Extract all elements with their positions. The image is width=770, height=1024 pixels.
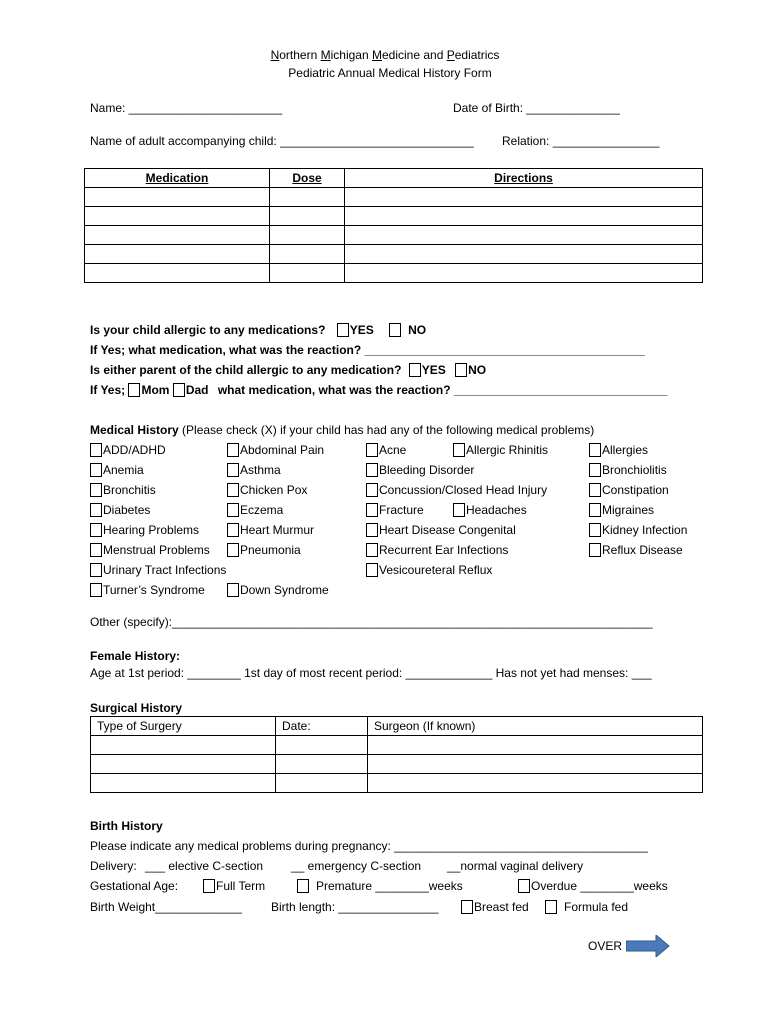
full-term-option bbox=[203, 878, 265, 894]
dose-cell[interactable] bbox=[270, 264, 345, 283]
condition-checkbox[interactable] bbox=[589, 543, 601, 557]
medication-cell[interactable] bbox=[85, 245, 270, 264]
condition-label: Migraines bbox=[602, 503, 655, 517]
condition-label: Allergies bbox=[602, 443, 649, 457]
form-title: Pediatric Annual Medical History Form bbox=[288, 66, 492, 80]
condition-checkbox[interactable] bbox=[227, 543, 239, 557]
parent-allergy-text: Is either parent of the child allergic to any medication? bbox=[90, 363, 402, 377]
condition-item bbox=[589, 542, 683, 558]
table-row[interactable] bbox=[85, 207, 703, 226]
surgeon-cell[interactable] bbox=[368, 774, 703, 793]
condition-checkbox[interactable] bbox=[90, 443, 102, 457]
dose-cell[interactable] bbox=[270, 207, 345, 226]
overdue-option bbox=[518, 878, 668, 894]
parent-reaction-field[interactable]: what medication, what was the reaction? ________________________________ bbox=[217, 383, 668, 397]
gestational-age-label: Gestational Age: bbox=[90, 879, 179, 893]
condition-item bbox=[366, 442, 406, 458]
mom-checkbox[interactable] bbox=[128, 383, 140, 397]
female-history-fields[interactable]: Age at 1st period: ________ 1st day of most recent period: _____________ Has not yet had menses: ___ bbox=[90, 666, 652, 680]
dad-label: Dad bbox=[185, 383, 209, 397]
condition-label: Urinary Tract Infections bbox=[103, 563, 227, 577]
yes-label: YES bbox=[421, 363, 446, 377]
table-row[interactable] bbox=[85, 264, 703, 283]
condition-label: Kidney Infection bbox=[602, 523, 688, 537]
condition-checkbox[interactable] bbox=[366, 563, 378, 577]
condition-item bbox=[227, 462, 281, 478]
mom-label: Mom bbox=[141, 383, 170, 397]
right-arrow-icon bbox=[626, 935, 670, 961]
allergy-question bbox=[90, 322, 426, 338]
table-header-row bbox=[85, 169, 703, 188]
medication-cell[interactable] bbox=[85, 188, 270, 207]
surgery-type-cell[interactable] bbox=[91, 774, 276, 793]
dad-checkbox[interactable] bbox=[173, 383, 185, 397]
name-field[interactable]: Name: _______________________ bbox=[90, 101, 283, 115]
formula-fed-option bbox=[545, 899, 628, 915]
table-header-row bbox=[91, 717, 703, 736]
condition-checkbox[interactable] bbox=[366, 543, 378, 557]
table-row[interactable] bbox=[91, 774, 703, 793]
condition-item bbox=[90, 562, 226, 578]
breast-fed-label: Breast fed bbox=[474, 900, 529, 914]
condition-checkbox[interactable] bbox=[589, 503, 601, 517]
condition-label: Bleeding Disorder bbox=[379, 463, 475, 477]
dose-cell[interactable] bbox=[270, 188, 345, 207]
condition-label: Fracture bbox=[379, 503, 424, 517]
condition-checkbox[interactable] bbox=[90, 463, 102, 477]
right-arrow-svg bbox=[626, 935, 670, 957]
overdue-checkbox[interactable] bbox=[518, 879, 530, 893]
surgery-date-cell[interactable] bbox=[276, 736, 368, 755]
clinic-word: edicine and bbox=[381, 48, 447, 62]
directions-header: Directions bbox=[345, 169, 703, 188]
medical-history-title: Medical History bbox=[90, 423, 179, 437]
table-row[interactable] bbox=[85, 245, 703, 264]
yes-label: YES bbox=[349, 323, 374, 337]
medication-cell[interactable] bbox=[85, 226, 270, 245]
condition-label: Headaches bbox=[466, 503, 527, 517]
condition-item bbox=[227, 582, 329, 598]
condition-item bbox=[90, 522, 199, 538]
pregnancy-problems-field[interactable]: Please indicate any medical problems during pregnancy: ______________________________________ bbox=[90, 839, 648, 853]
condition-label: Heart Disease Congenital bbox=[379, 523, 516, 537]
clinic-word: ediatrics bbox=[454, 48, 500, 62]
condition-label: Recurrent Ear Infections bbox=[379, 543, 509, 557]
birth-length-field[interactable]: Birth length: _______________ bbox=[271, 900, 439, 914]
condition-checkbox[interactable] bbox=[90, 503, 102, 517]
condition-checkbox[interactable] bbox=[90, 563, 102, 577]
condition-label: Chicken Pox bbox=[240, 483, 308, 497]
surgeon-header: Surgeon (If known) bbox=[368, 717, 703, 736]
surgery-type-cell[interactable] bbox=[91, 736, 276, 755]
clinic-initial: N bbox=[270, 48, 280, 62]
allergy-question-text: Is your child allergic to any medications? bbox=[90, 323, 326, 337]
condition-item bbox=[227, 542, 301, 558]
condition-label: Hearing Problems bbox=[103, 523, 200, 537]
dob-field[interactable]: Date of Birth: ______________ bbox=[453, 101, 620, 115]
condition-checkbox[interactable] bbox=[366, 443, 378, 457]
full-term-label: Full Term bbox=[216, 879, 266, 893]
condition-label: Constipation bbox=[602, 483, 669, 497]
breast-fed-checkbox[interactable] bbox=[461, 900, 473, 914]
condition-item bbox=[227, 482, 307, 498]
directions-cell[interactable] bbox=[345, 207, 703, 226]
condition-item bbox=[366, 542, 508, 558]
condition-item bbox=[453, 442, 548, 458]
condition-checkbox[interactable] bbox=[453, 443, 465, 457]
condition-label: Reflux Disease bbox=[602, 543, 683, 557]
condition-item bbox=[366, 482, 547, 498]
condition-checkbox[interactable] bbox=[366, 523, 378, 537]
condition-label: Eczema bbox=[240, 503, 284, 517]
condition-checkbox[interactable] bbox=[453, 503, 465, 517]
emergency-csection-field[interactable]: __ emergency C-section bbox=[291, 859, 422, 873]
condition-label: Asthma bbox=[240, 463, 281, 477]
full-term-checkbox[interactable] bbox=[203, 879, 215, 893]
surgeon-cell[interactable] bbox=[368, 755, 703, 774]
condition-label: Bronchitis bbox=[103, 483, 156, 497]
directions-cell[interactable] bbox=[345, 264, 703, 283]
overdue-field[interactable]: Overdue ________weeks bbox=[531, 879, 668, 893]
condition-item bbox=[90, 442, 166, 458]
vaginal-delivery-field[interactable]: __normal vaginal delivery bbox=[447, 859, 584, 873]
clinic-initial: M bbox=[320, 48, 331, 62]
surgical-history-title: Surgical History bbox=[90, 701, 183, 715]
parent-no-checkbox[interactable] bbox=[455, 363, 467, 377]
condition-label: Turner’s Syndrome bbox=[103, 583, 205, 597]
directions-cell[interactable] bbox=[345, 226, 703, 245]
premature-option bbox=[297, 878, 463, 894]
no-label: NO bbox=[408, 323, 427, 337]
surgery-type-cell[interactable] bbox=[91, 755, 276, 774]
if-yes-label: If Yes; bbox=[90, 383, 126, 397]
surgery-type-header: Type of Surgery bbox=[91, 717, 276, 736]
medication-cell[interactable] bbox=[85, 264, 270, 283]
condition-item bbox=[589, 502, 654, 518]
condition-label: ADD/ADHD bbox=[103, 443, 166, 457]
condition-label: Vesicoureteral Reflux bbox=[379, 563, 493, 577]
condition-item bbox=[90, 542, 210, 558]
condition-item bbox=[589, 522, 687, 538]
parent-allergy-question bbox=[90, 362, 486, 378]
birth-history-title: Birth History bbox=[90, 819, 163, 833]
medication-table bbox=[84, 168, 703, 283]
formula-fed-checkbox[interactable] bbox=[545, 900, 557, 914]
clinic-word: orthern bbox=[279, 48, 321, 62]
condition-item bbox=[227, 502, 283, 518]
condition-checkbox[interactable] bbox=[589, 523, 601, 537]
condition-label: Down Syndrome bbox=[240, 583, 329, 597]
condition-label: Allergic Rhinitis bbox=[466, 443, 549, 457]
premature-checkbox[interactable] bbox=[297, 879, 309, 893]
condition-item bbox=[366, 502, 424, 518]
condition-item bbox=[90, 462, 144, 478]
condition-checkbox[interactable] bbox=[227, 443, 239, 457]
condition-checkbox[interactable] bbox=[227, 583, 239, 597]
condition-item bbox=[589, 462, 667, 478]
delivery-label: Delivery: bbox=[90, 859, 137, 873]
premature-field[interactable]: Premature ________weeks bbox=[316, 879, 463, 893]
condition-checkbox[interactable] bbox=[366, 463, 378, 477]
dose-header: Dose bbox=[270, 169, 345, 188]
medical-history-instructions: (Please check (X) if your child has had any of the following medical problems) bbox=[182, 423, 595, 437]
parent-yes-checkbox[interactable] bbox=[409, 363, 421, 377]
no-label: NO bbox=[468, 363, 487, 377]
allergy-reaction-field[interactable]: If Yes; what medication, what was the reaction? __________________________________________ bbox=[90, 343, 645, 357]
condition-item bbox=[227, 442, 324, 458]
condition-checkbox[interactable] bbox=[589, 483, 601, 497]
condition-label: Diabetes bbox=[103, 503, 151, 517]
condition-item bbox=[453, 502, 527, 518]
condition-checkbox[interactable] bbox=[589, 443, 601, 457]
table-row[interactable] bbox=[91, 736, 703, 755]
condition-checkbox[interactable] bbox=[90, 523, 102, 537]
condition-item bbox=[589, 442, 648, 458]
relation-field[interactable]: Relation: ________________ bbox=[502, 134, 660, 148]
condition-item bbox=[90, 482, 156, 498]
condition-checkbox[interactable] bbox=[227, 523, 239, 537]
medication-cell[interactable] bbox=[85, 207, 270, 226]
surgery-date-cell[interactable] bbox=[276, 774, 368, 793]
condition-label: Pneumonia bbox=[240, 543, 301, 557]
parent-reaction-line bbox=[90, 382, 667, 398]
formula-fed-label: Formula fed bbox=[564, 900, 629, 914]
condition-item bbox=[366, 562, 492, 578]
condition-item bbox=[90, 502, 150, 518]
condition-checkbox[interactable] bbox=[366, 503, 378, 517]
condition-item bbox=[90, 582, 205, 598]
condition-label: Bronchiolitis bbox=[602, 463, 667, 477]
birth-weight-field[interactable]: Birth Weight_____________ bbox=[90, 900, 242, 914]
condition-label: Anemia bbox=[103, 463, 144, 477]
condition-label: Menstrual Problems bbox=[103, 543, 210, 557]
surgeon-cell[interactable] bbox=[368, 736, 703, 755]
condition-checkbox[interactable] bbox=[90, 483, 102, 497]
other-specify-field[interactable]: Other (specify):________________________________________________________________________ bbox=[90, 615, 653, 629]
surgery-date-header: Date: bbox=[276, 717, 368, 736]
allergy-no-checkbox[interactable] bbox=[389, 323, 401, 337]
condition-item bbox=[227, 522, 314, 538]
condition-checkbox[interactable] bbox=[589, 463, 601, 477]
allergy-yes-checkbox[interactable] bbox=[337, 323, 349, 337]
breast-fed-option bbox=[461, 899, 529, 915]
condition-label: Heart Murmur bbox=[240, 523, 315, 537]
condition-label: Concussion/Closed Head Injury bbox=[379, 483, 548, 497]
condition-checkbox[interactable] bbox=[227, 503, 239, 517]
condition-checkbox[interactable] bbox=[227, 463, 239, 477]
condition-item bbox=[366, 522, 516, 538]
clinic-initial: M bbox=[371, 48, 382, 62]
dose-cell[interactable] bbox=[270, 245, 345, 264]
directions-cell[interactable] bbox=[345, 245, 703, 264]
condition-label: Acne bbox=[379, 443, 407, 457]
adult-name-field[interactable]: Name of adult accompanying child: _____________________________ bbox=[90, 134, 474, 148]
condition-checkbox[interactable] bbox=[227, 483, 239, 497]
medical-history-heading bbox=[90, 422, 594, 438]
condition-checkbox[interactable] bbox=[366, 483, 378, 497]
condition-item bbox=[366, 462, 474, 478]
medication-header: Medication bbox=[85, 169, 270, 188]
table-row[interactable] bbox=[85, 188, 703, 207]
surgical-table bbox=[90, 716, 703, 793]
over-label: OVER bbox=[588, 939, 623, 953]
clinic-name bbox=[0, 47, 770, 63]
condition-label: Abdominal Pain bbox=[240, 443, 325, 457]
condition-checkbox[interactable] bbox=[90, 583, 102, 597]
clinic-initial: P bbox=[446, 48, 455, 62]
condition-item bbox=[589, 482, 669, 498]
condition-checkbox[interactable] bbox=[90, 543, 102, 557]
elective-csection-field[interactable]: ___ elective C-section bbox=[145, 859, 264, 873]
table-row[interactable] bbox=[85, 226, 703, 245]
dose-cell[interactable] bbox=[270, 226, 345, 245]
table-row[interactable] bbox=[91, 755, 703, 774]
surgery-date-cell[interactable] bbox=[276, 755, 368, 774]
female-history-title: Female History: bbox=[90, 649, 181, 663]
clinic-word: ichigan bbox=[330, 48, 372, 62]
directions-cell[interactable] bbox=[345, 188, 703, 207]
